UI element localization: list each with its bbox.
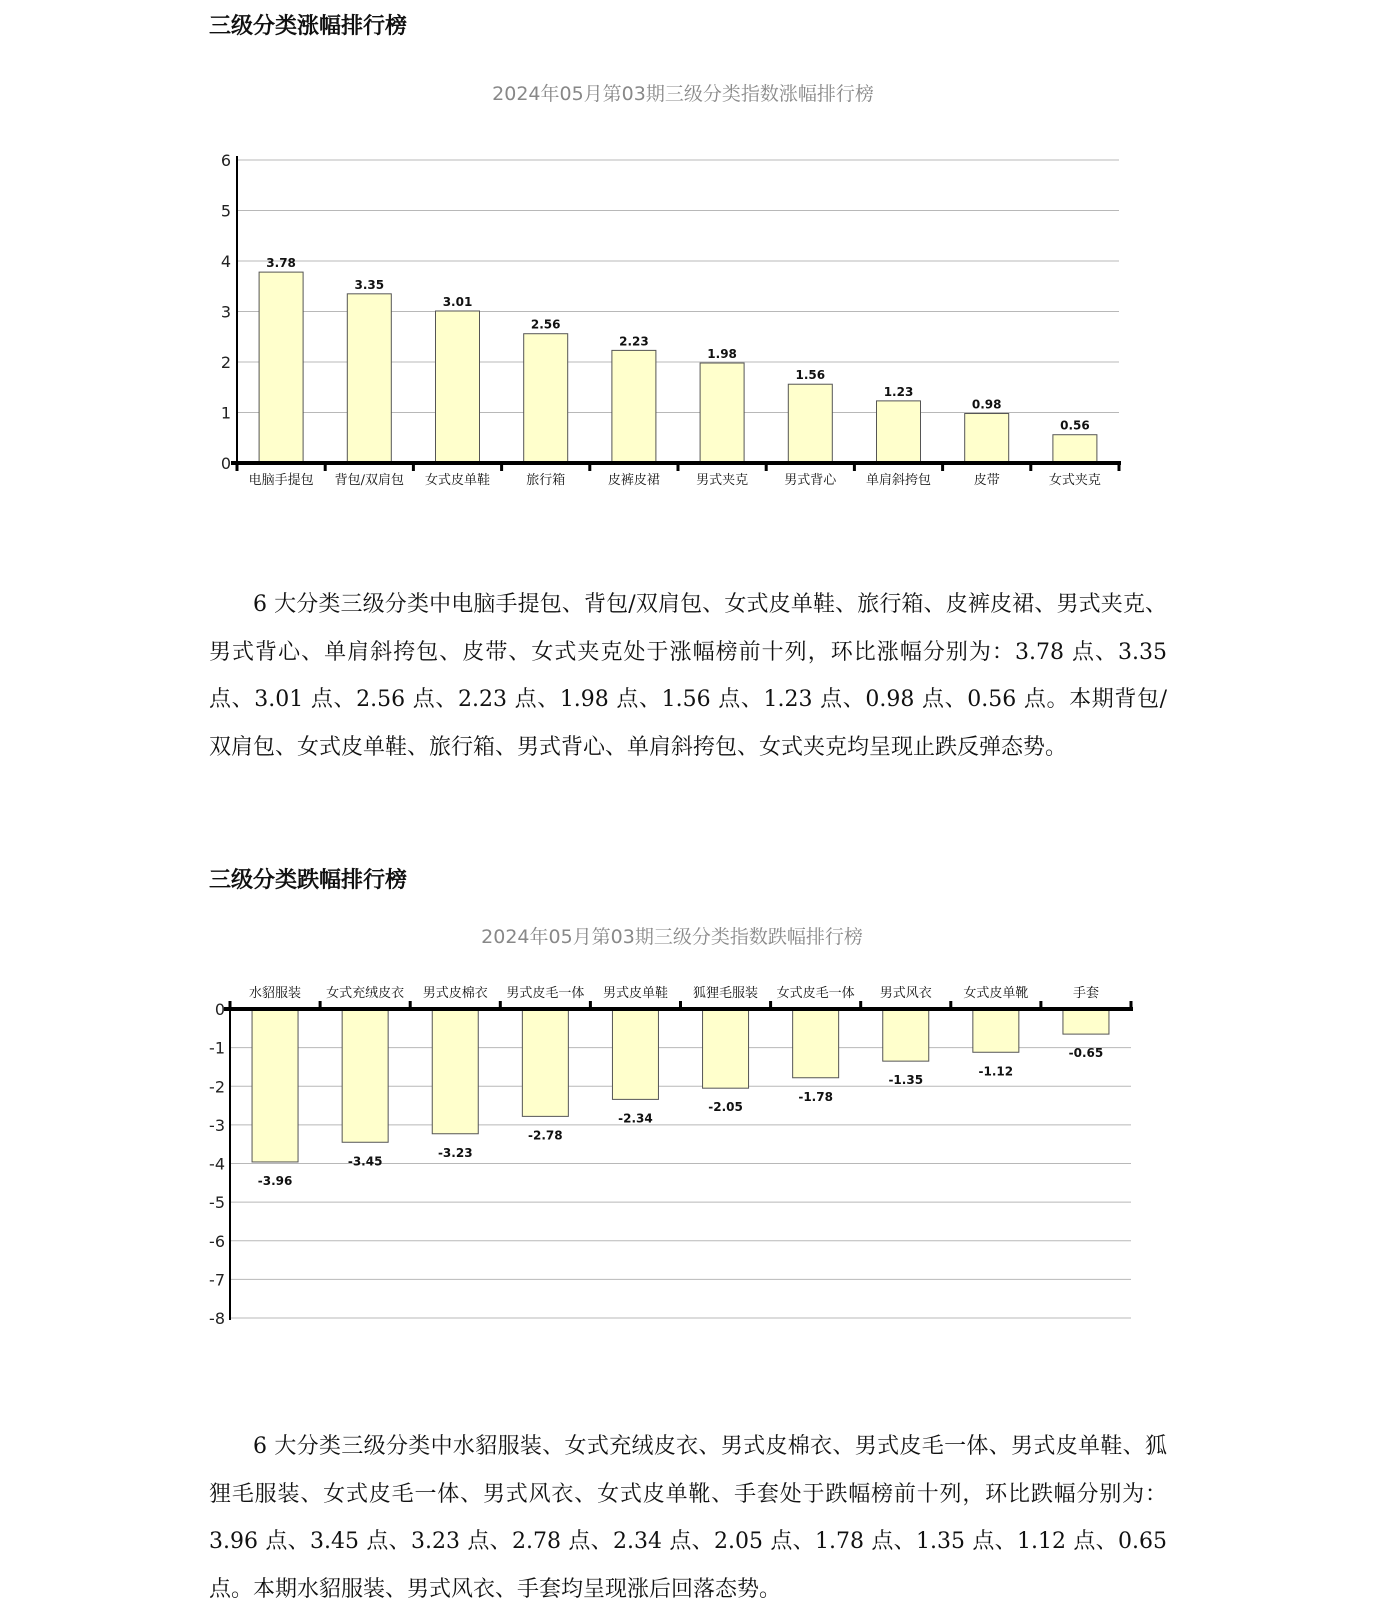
category-label: 女式皮毛一体 (776, 986, 855, 1001)
category-label: 皮裤皮裙 (607, 473, 660, 488)
data-label: -0.65 (1068, 1046, 1104, 1061)
section1-heading: 三级分类涨幅排行榜 (209, 14, 408, 39)
category-label: 女式充绒皮衣 (326, 986, 405, 1001)
category-label: 女式皮单靴 (963, 986, 1029, 1001)
bar (703, 1009, 749, 1088)
y-tick-label: -2 (209, 1077, 225, 1097)
bar (342, 1009, 388, 1142)
data-label: -3.96 (257, 1173, 293, 1188)
bar (436, 311, 480, 463)
category-label: 旅行箱 (526, 473, 566, 488)
y-tick-label: 6 (220, 151, 231, 170)
category-label: 皮带 (973, 473, 1000, 488)
section2-paragraph: 6 大分类三级分类中水貂服装、女式充绒皮衣、男式皮棉衣、男式皮毛一体、男式皮单鞋、狐狸毛服装、女式皮毛一体、男式风衣、女式皮单靴、手套处于跌幅榜前十列，环比跌幅分别为：3.96 点、3.45 点、3.23 点、2.78 点、2.34 点、2.05 点、1.78 点、1.35 点、1.12 点、0.65 点。本期水貂服装、男式风衣、手套均呈现涨后回落态势。 (209, 1434, 1167, 1602)
data-label: 3.78 (266, 256, 296, 271)
bar (259, 272, 303, 463)
category-label: 男式背心 (784, 473, 837, 488)
data-label: 2.23 (619, 334, 649, 349)
bar (612, 1009, 658, 1099)
rise-chart-svg (209, 58, 1167, 520)
category-label: 手套 (1072, 986, 1099, 1001)
category-label: 电脑手提包 (248, 473, 314, 488)
section2-heading: 三级分类跌幅排行榜 (209, 868, 408, 893)
category-label: 背包/双肩包 (334, 473, 404, 488)
category-label: 男式风衣 (879, 986, 932, 1001)
bar (252, 1009, 298, 1162)
rise-chart (209, 58, 1167, 520)
data-label: 0.98 (971, 397, 1002, 412)
bar (877, 401, 921, 463)
category-label: 男式夹克 (696, 473, 749, 488)
y-tick-label: -6 (209, 1231, 225, 1251)
bar (793, 1009, 839, 1078)
data-label: 1.23 (883, 384, 914, 399)
data-label: -2.05 (708, 1100, 743, 1115)
y-tick-label: 5 (220, 201, 231, 221)
category-label: 男式皮毛一体 (506, 986, 585, 1001)
fall-chart-svg (209, 903, 1169, 1386)
bar (432, 1009, 478, 1134)
y-tick-label: 4 (220, 252, 231, 271)
bar (522, 1009, 568, 1116)
y-tick-label: -1 (209, 1038, 225, 1058)
bar (883, 1009, 929, 1061)
section1-paragraph: 6 大分类三级分类中电脑手提包、背包/双肩包、女式皮单鞋、旅行箱、皮裤皮裙、男式夹克、男式背心、单肩斜挎包、皮带、女式夹克处于涨幅榜前十列，环比涨幅分别为：3.78 点、3.35 点、3.01 点、2.56 点、2.23 点、1.98 点、1.56 点、1.23 点、0.98 点、0.56 点。本期背包/双肩包、女式皮单鞋、旅行箱、男式背心、单肩斜挎包、女式夹克均呈现止跌反弹态势。 (209, 592, 1167, 760)
category-label: 男式皮单鞋 (602, 986, 668, 1001)
data-label: -1.12 (978, 1064, 1014, 1079)
chart-title: 2024年05月第03期三级分类指数涨幅排行榜 (492, 83, 874, 105)
data-label: 1.98 (707, 347, 737, 362)
category-label: 单肩斜挎包 (865, 473, 932, 488)
category-label: 狐狸毛服装 (693, 986, 759, 1001)
bar (1063, 1009, 1109, 1034)
y-tick-label: -7 (209, 1270, 225, 1290)
bar (973, 1009, 1019, 1052)
y-tick-label: 0 (220, 454, 231, 473)
data-label: 0.56 (1060, 418, 1090, 433)
bar (347, 294, 391, 463)
bar (612, 350, 656, 463)
bar (524, 334, 568, 463)
data-label: -3.45 (347, 1154, 383, 1169)
data-label: -2.34 (618, 1111, 653, 1126)
category-label: 女式皮单鞋 (424, 473, 491, 488)
fall-chart (209, 903, 1169, 1386)
category-label: 男式皮棉衣 (422, 986, 488, 1001)
y-tick-label: -8 (209, 1309, 225, 1328)
data-label: 3.35 (354, 277, 385, 292)
y-tick-label: -3 (209, 1115, 225, 1135)
data-label: 1.56 (795, 368, 826, 383)
bar (700, 363, 744, 463)
y-tick-label: 0 (214, 1000, 225, 1019)
category-label: 水貂服装 (249, 986, 302, 1001)
chart-title: 2024年05月第03期三级分类指数跌幅排行榜 (481, 926, 863, 948)
data-label: -1.35 (888, 1073, 924, 1088)
category-label: 女式夹克 (1048, 473, 1101, 488)
data-label: -3.23 (437, 1145, 473, 1160)
y-tick-label: 2 (220, 353, 231, 372)
y-tick-label: 3 (220, 302, 231, 322)
data-label: -1.78 (798, 1089, 833, 1104)
bar (1053, 435, 1097, 463)
data-label: 2.56 (530, 317, 561, 332)
y-tick-label: -4 (209, 1154, 225, 1174)
y-tick-label: -5 (209, 1193, 225, 1213)
y-tick-label: 1 (220, 403, 231, 423)
data-label: 3.01 (442, 294, 473, 309)
bar (788, 384, 832, 463)
bar (965, 414, 1009, 463)
data-label: -2.78 (528, 1128, 563, 1143)
